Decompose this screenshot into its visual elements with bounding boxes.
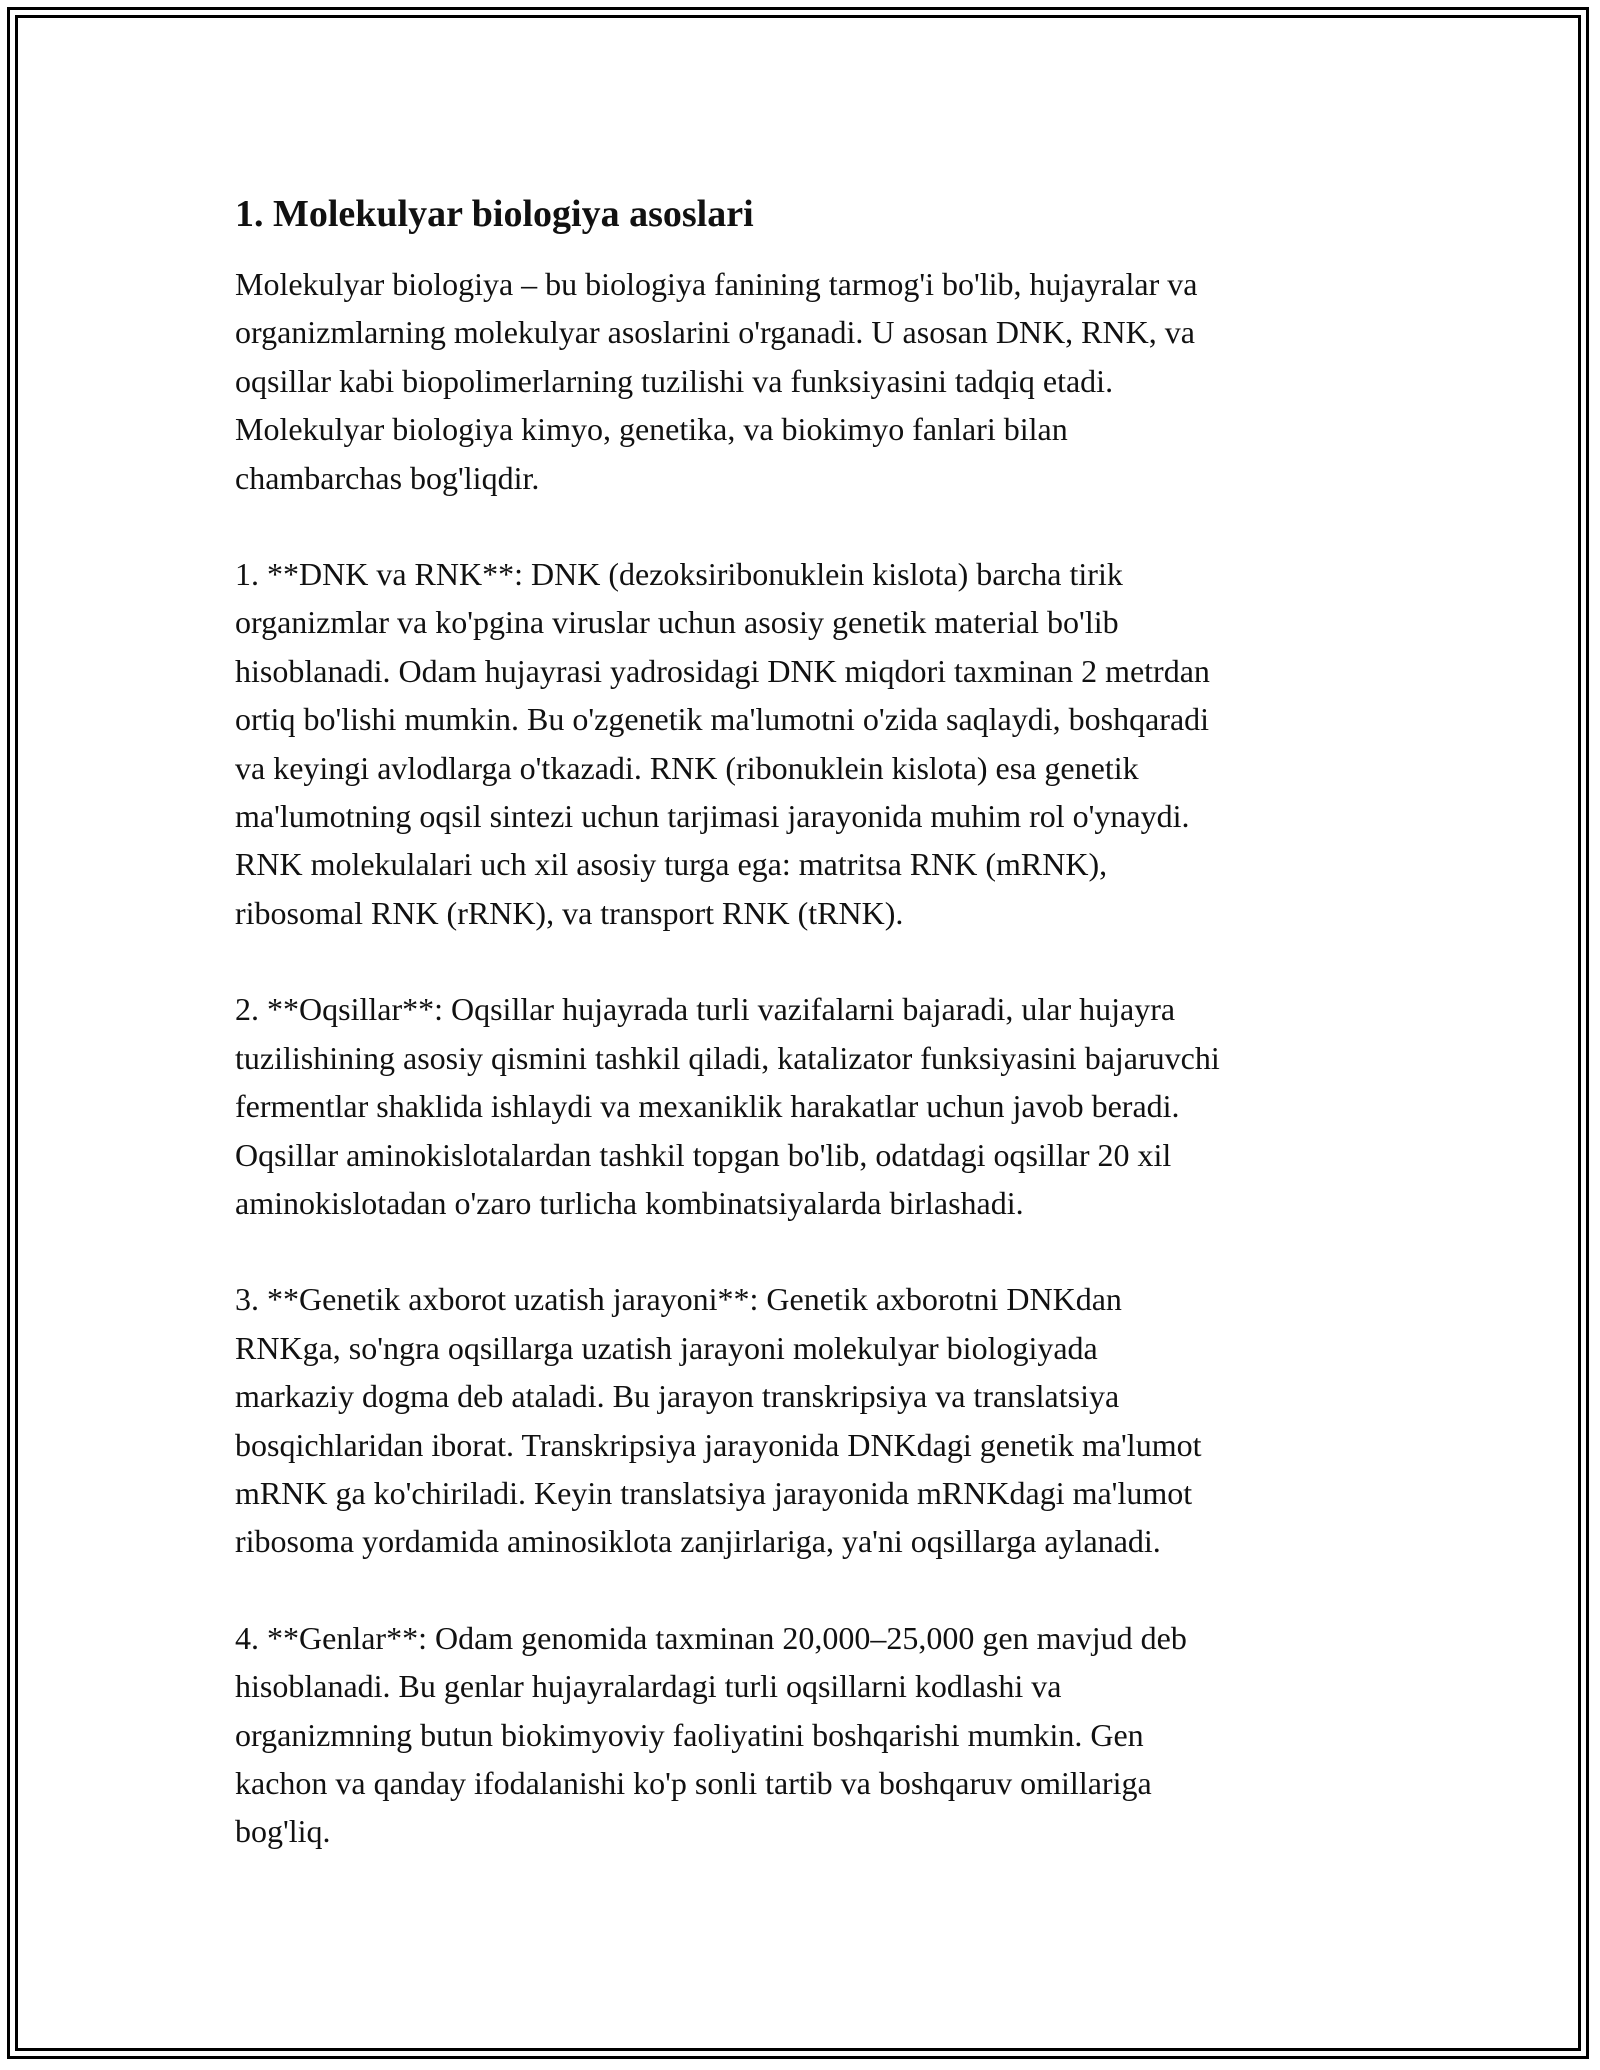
text-line: organizmlarning molekulyar asoslarini o'rganadi. U asosan DNK, RNK, va	[235, 314, 1195, 351]
text-line: aminokislotadan o'zaro turlicha kombinatsiyalarda birlashadi.	[235, 1184, 1024, 1221]
paragraph-dnk-rnk	[235, 550, 1380, 937]
text-line: ribosomal RNK (rRNK), va transport RNK (tRNK).	[235, 894, 904, 931]
text-line: RNK molekulalari uch xil asosiy turga ega: matritsa RNK (mRNK),	[235, 846, 1108, 883]
text-line: va keyingi avlodlarga o'tkazadi. RNK (ribonuklein kislota) esa genetik	[235, 749, 1139, 786]
text-line: ma'lumotning oqsil sintezi uchun tarjimasi jarayonida muhim rol o'ynaydi.	[235, 798, 1190, 835]
text-line: 2. **Oqsillar**: Oqsillar hujayrada turli vazifalarni bajaradi, ular hujayra	[235, 991, 1176, 1028]
text-line: organizmning butun biokimyoviy faoliyatini boshqarishi mumkin. Gen	[235, 1716, 1144, 1753]
text-line: bosqichlaridan iborat. Transkripsiya jarayonida DNKdagi genetik ma'lumot	[235, 1426, 1202, 1463]
text-line: Molekulyar biologiya – bu biologiya fanining tarmog'i bo'lib, hujayralar va	[235, 266, 1198, 302]
paragraph-intro	[235, 260, 1380, 502]
document-title: 1. Molekulyar biologiya asoslari	[235, 193, 754, 235]
text-line: Molekulyar biologiya kimyo, genetika, va biokimyo fanlari bilan	[235, 411, 1068, 448]
paragraph-genlar	[235, 1614, 1380, 1856]
text-line: Oqsillar aminokislotalardan tashkil topgan bo'lib, odatdagi oqsillar 20 xil	[235, 1136, 1172, 1173]
text-line: mRNK ga ko'chiriladi. Keyin translatsiya jarayonida mRNKdagi ma'lumot	[235, 1474, 1193, 1511]
text-line: hisoblanadi. Bu genlar hujayralardagi turli oqsillarni kodlashi va	[235, 1668, 1062, 1705]
text-line: 4. **Genlar**: Odam genomida taxminan 20,000–25,000 gen mavjud deb	[235, 1619, 1187, 1656]
text-line: hisoblanadi. Odam hujayrasi yadrosidagi DNK miqdori taxminan 2 metrdan	[235, 652, 1210, 689]
text-line: chambarchas bog'liqdir.	[235, 459, 540, 496]
paragraph-oqsillar	[235, 985, 1380, 1227]
text-line: RNKga, so'ngra oqsillarga uzatish jarayoni molekulyar biologiyada	[235, 1329, 1098, 1366]
text-line: 1. **DNK va RNK**: DNK (dezoksiribonuklein kislota) barcha tirik	[235, 556, 1123, 593]
text-line: kachon va qanday ifodalanishi ko'p sonli tartib va boshqaruv omillariga	[235, 1764, 1152, 1801]
document-body	[235, 188, 1380, 1904]
text-line: 3. **Genetik axborot uzatish jarayoni**: Genetik axborotni DNKdan	[235, 1281, 1122, 1318]
text-line: bog'liq.	[235, 1813, 331, 1850]
text-line: fermentlar shaklida ishlaydi va mexaniklik harakatlar uchun javob beradi.	[235, 1088, 1180, 1125]
text-line: organizmlar va ko'pgina viruslar uchun asosiy genetik material bo'lib	[235, 604, 1119, 641]
text-line: ribosoma yordamida aminosiklota zanjirlariga, ya'ni oqsillarga aylanadi.	[235, 1523, 1161, 1560]
text-line: oqsillar kabi biopolimerlarning tuzilishi va funksiyasini tadqiq etadi.	[235, 362, 1114, 399]
text-line: markaziy dogma deb ataladi. Bu jarayon transkripsiya va translatsiya	[235, 1378, 1120, 1415]
paragraph-genetik-axborot	[235, 1275, 1380, 1565]
text-line: ortiq bo'lishi mumkin. Bu o'zgenetik ma'lumotni o'zida saqlaydi, boshqaradi	[235, 701, 1210, 738]
text-line: tuzilishining asosiy qismini tashkil qiladi, katalizator funksiyasini bajaruvchi	[235, 1039, 1220, 1076]
